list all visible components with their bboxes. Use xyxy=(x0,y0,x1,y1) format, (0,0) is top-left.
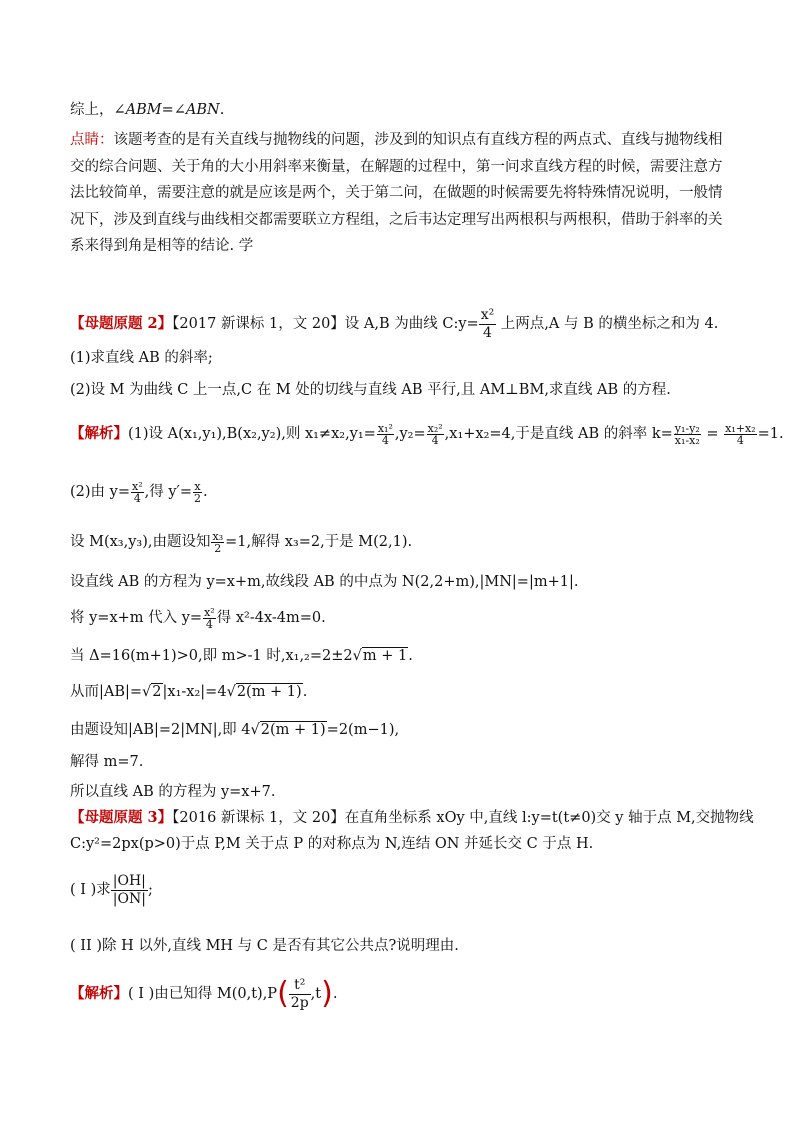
solution2-step7: 从而|AB|=√2|x₁-x₂|=4√2(m + 1). xyxy=(70,684,308,700)
solution2-tag: 【解析】 xyxy=(70,425,128,442)
solution3-step1: 【解析】( I )由已知得 M(0,t),P( $\frac{\text{t²}}{2p}$ ,t). xyxy=(70,976,338,1011)
curve-fraction: $\frac{\text{x²}}{4}$ xyxy=(480,306,495,341)
solution2-step4: 设直线 AB 的方程为 y=x+m,故线段 AB 的中点为 N(2,2+m),|MN|=|m+1|. xyxy=(70,574,579,590)
comment-label: 点睛： xyxy=(70,132,114,148)
comment-paragraph xyxy=(70,127,730,260)
sqrt-sign: √ xyxy=(352,648,362,664)
solution2-step1: 【解析】(1)设 A(x₁,y₁),B(x₂,y₂),则 x₁≠x₂,y₁= $\frac{\text{x₁²}}{4}$ ,y₂= $\frac{\text{x₂²}}{4}$ ,x₁+x₂=4,于是直线 AB 的斜率 k= $\frac{\text{y₁-y₂}}{\text{x₁-x₂}}$ = $\frac{\text{x₁+x₂}}{4}$ =1. xyxy=(70,421,784,447)
solution2-step6: 当 Δ=16(m+1)>0,即 m>-1 时,x₁,₂=2±2√m + 1. xyxy=(70,648,413,664)
oh-on-fraction: $\frac{|OH|}{|ON|}$ xyxy=(112,872,146,907)
solution2-step9: 解得 m=7. xyxy=(70,754,144,770)
comment-text: 该题考查的是有关直线与抛物线的问题，涉及到的知识点有直线方程的两点式、直线与抛物线相交的综合问题、关于角的大小用斜率来衡量，在解题的过程中，第一问求直线方程的时候，需要注意方法比较简单，需要注意的就是应该是两个，关于第二问，在做题的时候需要先将特殊情况说明，一般情况下，涉及到直线与曲线相交都需要联立方程组，之后韦达定理写出两根积与两根积，借助于斜率的关系来得到角是相等的结论. 学 xyxy=(70,132,723,254)
problem3-tag: 【母题原题 3】 xyxy=(70,809,173,826)
solution2-step2: (2)由 y= $\frac{\text{x²}}{4}$ ,得 y′= $\frac{x}{2}$ . xyxy=(70,479,208,505)
summary-prefix: 综上， xyxy=(70,102,114,118)
solution2-step5: 将 y=x+m 代入 y= $\frac{\text{x²}}{4}$ 得 x²-4x-4m=0. xyxy=(70,605,326,631)
problem3-stem-line2: C:y²=2px(p>0)于点 P,M 关于点 P 的对称点为 N,连结 ON 并延长交 C 于点 H. xyxy=(70,836,594,852)
problem3-source: 【2016 新课标 1，文 20】 xyxy=(172,810,345,826)
problem2-stem: 【母题原题 2】【2017 新课标 1，文 20】设 A,B 为曲线 C:y= $\frac{\text{x²}}{4}$ 上两点,A 与 B 的横坐标之和为 4. xyxy=(70,306,719,341)
solution3-tag: 【解析】 xyxy=(70,985,128,1002)
summary-angle: ∠ABM=∠ABN xyxy=(113,102,220,118)
point-p-fraction: $\frac{\text{t²}}{2p}$ xyxy=(290,976,309,1011)
solution2-step3: 设 M(x₃,y₃),由题设知 $\frac{\text{x₃}}{2}$ =1,解得 x₃=2,于是 M(2,1). xyxy=(70,529,413,555)
problem3-q2: ( II )除 H 以外,直线 MH 与 C 是否有其它公共点?说明理由. xyxy=(70,938,459,954)
problem3-stem-line1: 【母题原题 3】【2016 新课标 1，文 20】在直角坐标系 xOy 中,直线 l:y=t(t≠0)交 y 轴于点 M,交抛物线 xyxy=(70,809,754,826)
solution2-step10: 所以直线 AB 的方程为 y=x+7. xyxy=(70,784,276,800)
problem2-q1: (1)求直线 AB 的斜率; xyxy=(70,350,213,366)
summary-line: 综上，∠ABM=∠ABN. xyxy=(70,102,225,118)
problem2-tag: 【母题原题 2】 xyxy=(70,315,173,332)
problem2-q2: (2)设 M 为曲线 C 上一点,C 在 M 处的切线与直线 AB 平行,且 AM⊥BM,求直线 AB 的方程. xyxy=(70,382,671,398)
solution2-step8: 由题设知|AB|=2|MN|,即 4√2(m + 1)=2(m−1), xyxy=(70,722,400,738)
problem2-source: 【2017 新课标 1，文 20】 xyxy=(172,316,345,332)
problem3-q1: ( I )求 $\frac{|OH|}{|ON|}$ ; xyxy=(70,872,153,907)
